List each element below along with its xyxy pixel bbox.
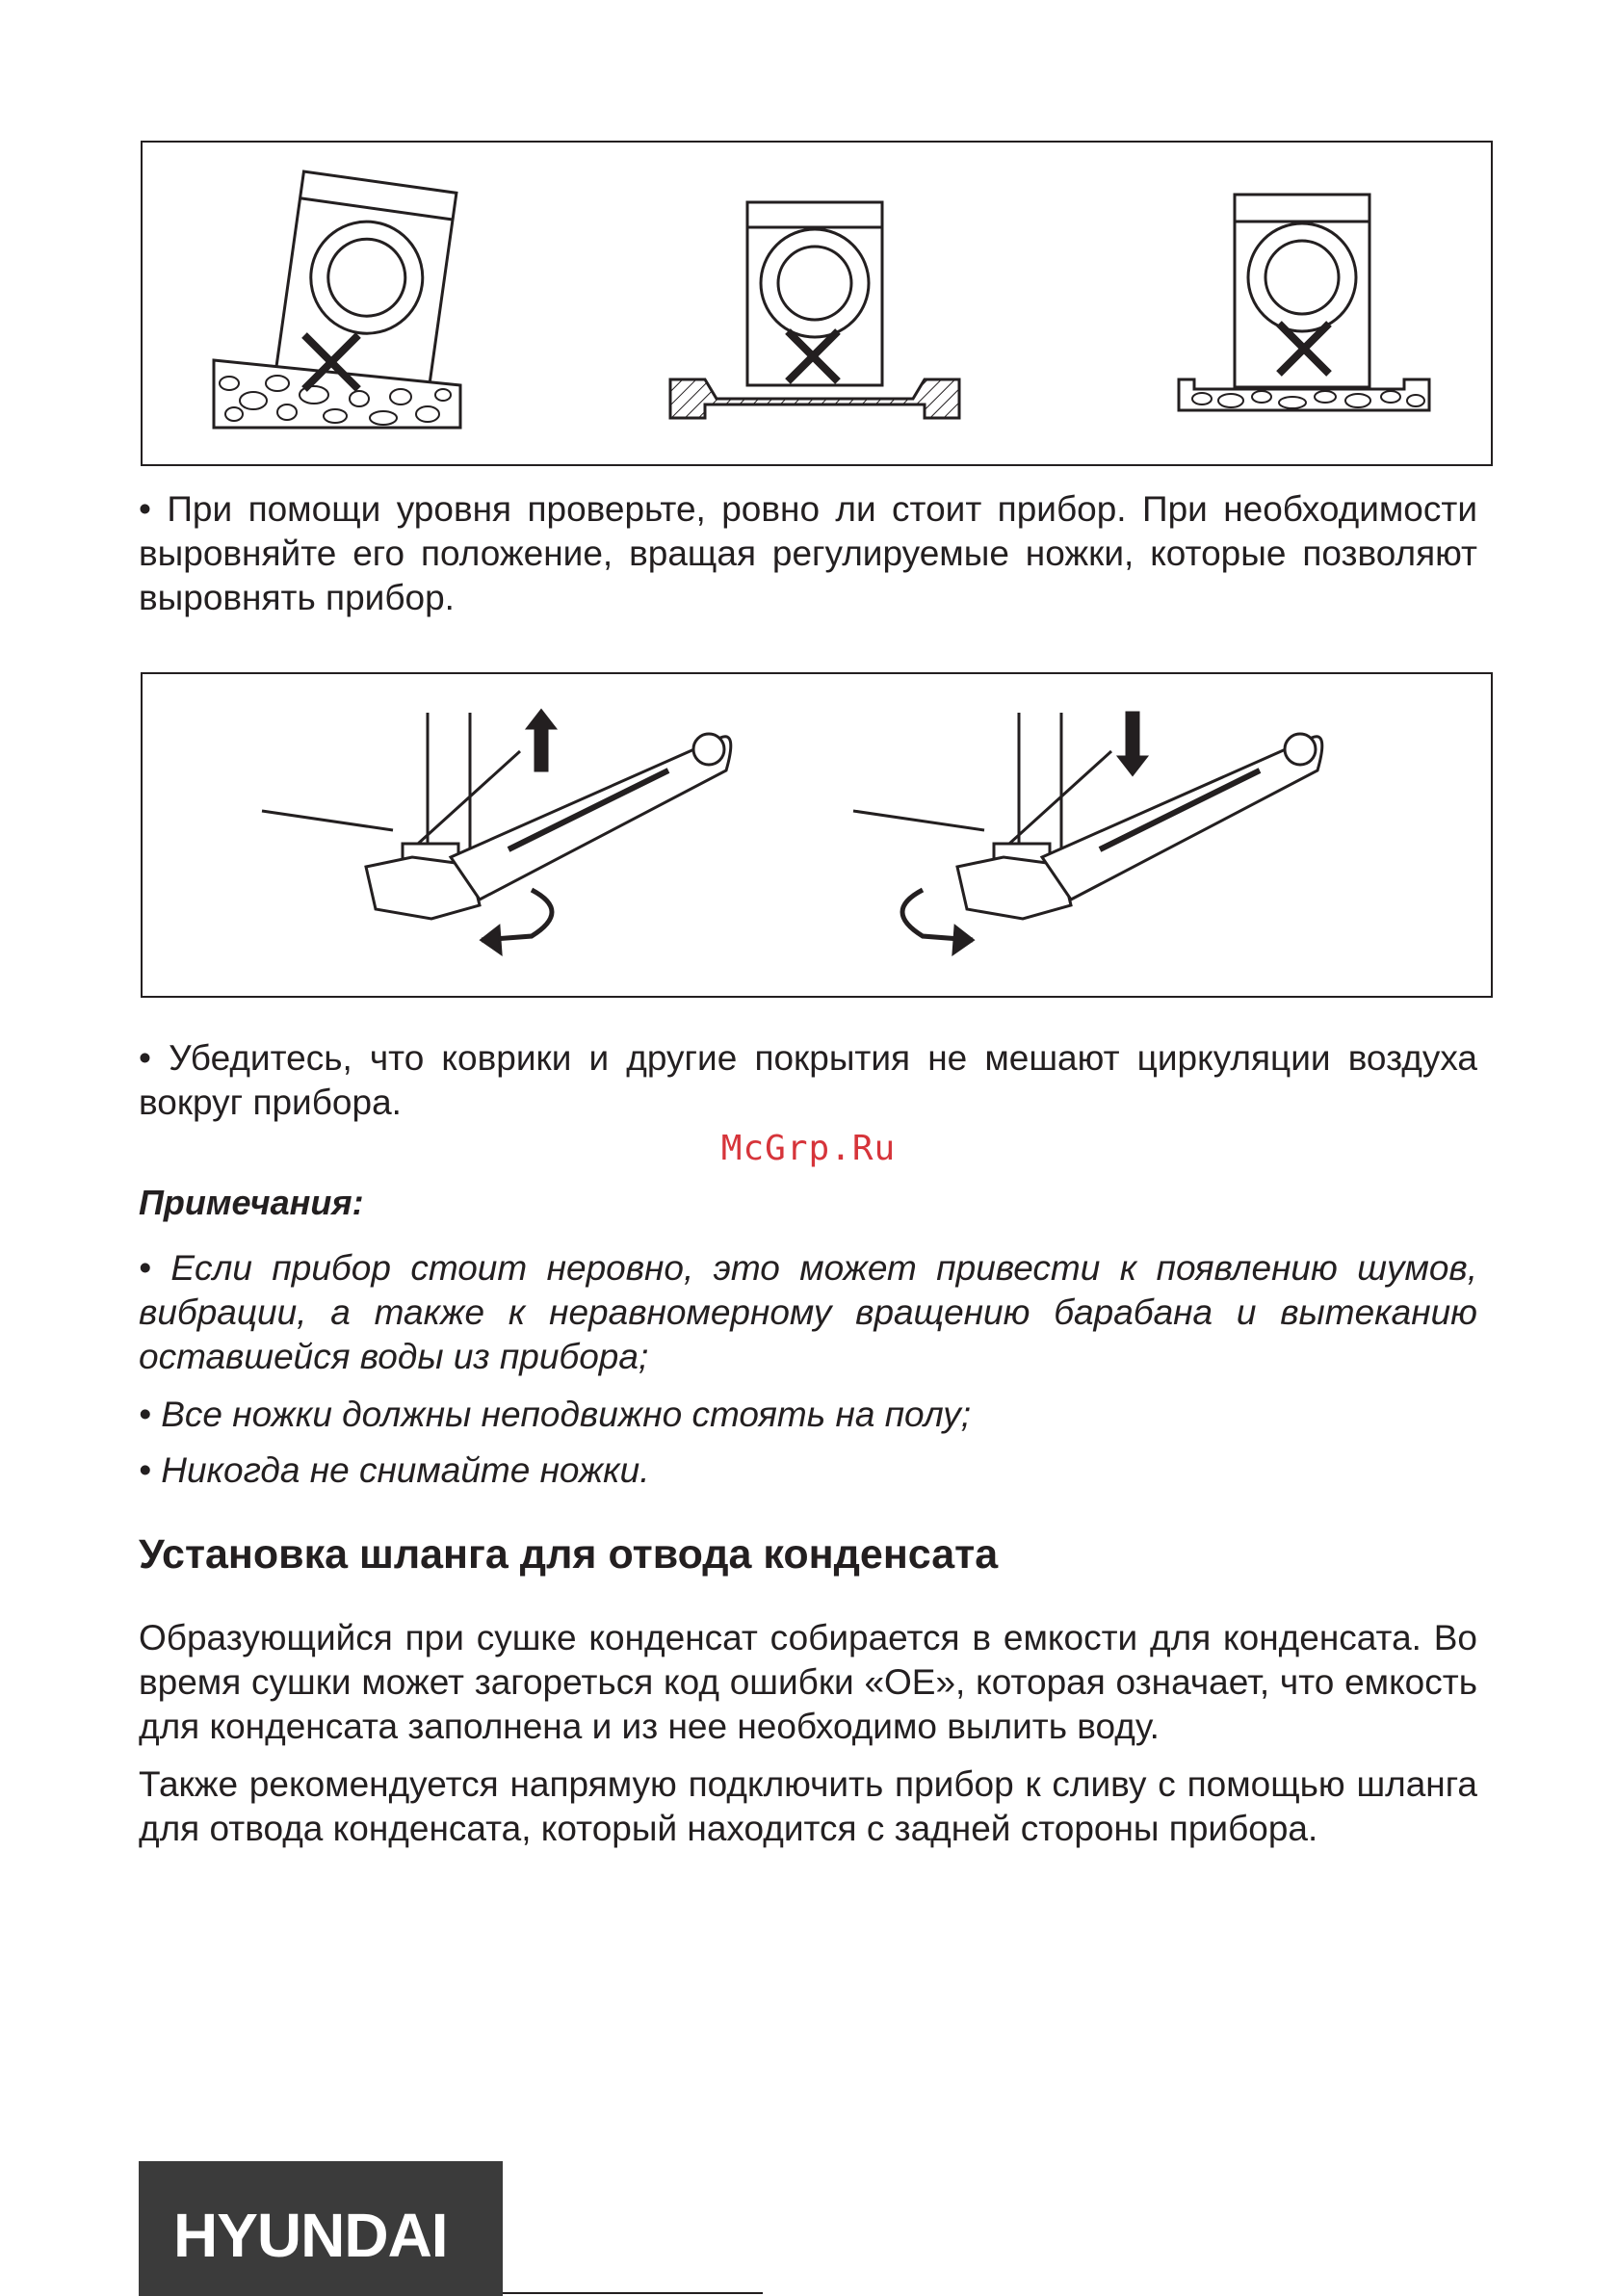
note-item: • Все ножки должны неподвижно стоять на полу; — [139, 1395, 972, 1434]
section-paragraph: Образующийся при сушке конденсат собирается в емкости для конденсата. Во время сушки может загореться код ошибки «ОЕ», которая означает, что емкость для конденсата заполнена и из нее необходимо вылить воду. — [139, 1618, 1477, 1746]
figure-feet-adjustment — [141, 672, 1493, 998]
wrench-left — [262, 711, 731, 953]
notes-title: Примечания: — [139, 1183, 364, 1222]
machine-on-stones — [1179, 195, 1429, 410]
machine-bent-floor — [670, 202, 959, 418]
brand-name: HYUNDAI — [173, 2201, 448, 2270]
brand-logo — [139, 2161, 503, 2296]
section-paragraph: Также рекомендуется напрямую подключить прибор к сливу с помощью шланга для отвода конденсата, который находится с задней стороны прибора. — [139, 1764, 1477, 1848]
incorrect-installation-illustration — [143, 143, 1495, 468]
figure-incorrect-installation — [141, 141, 1493, 466]
paragraph-level-check: • При помощи уровня проверьте, ровно ли стоит прибор. При необходимости выровняйте его положение, вращая регулируемые ножки, которые позволяют выровнять прибор. — [139, 489, 1477, 617]
note-item: • Если прибор стоит неровно, это может привести к появлению шумов, вибрации, а также к неравномерному вращению барабана и вытеканию оставшейся воды из прибора; — [139, 1248, 1477, 1376]
note-item: • Никогда не снимайте ножки. — [139, 1450, 650, 1490]
machine-tilted — [214, 171, 460, 428]
section-heading: Установка шланга для отвода конденсата — [139, 1531, 999, 1578]
wrench-right — [853, 713, 1322, 953]
feet-adjustment-illustration — [143, 674, 1495, 1000]
watermark: McGrp.Ru — [720, 1129, 897, 1168]
paragraph-carpets: • Убедитесь, что коврики и другие покрытия не мешают циркуляции воздуха вокруг прибора. — [139, 1038, 1477, 1122]
